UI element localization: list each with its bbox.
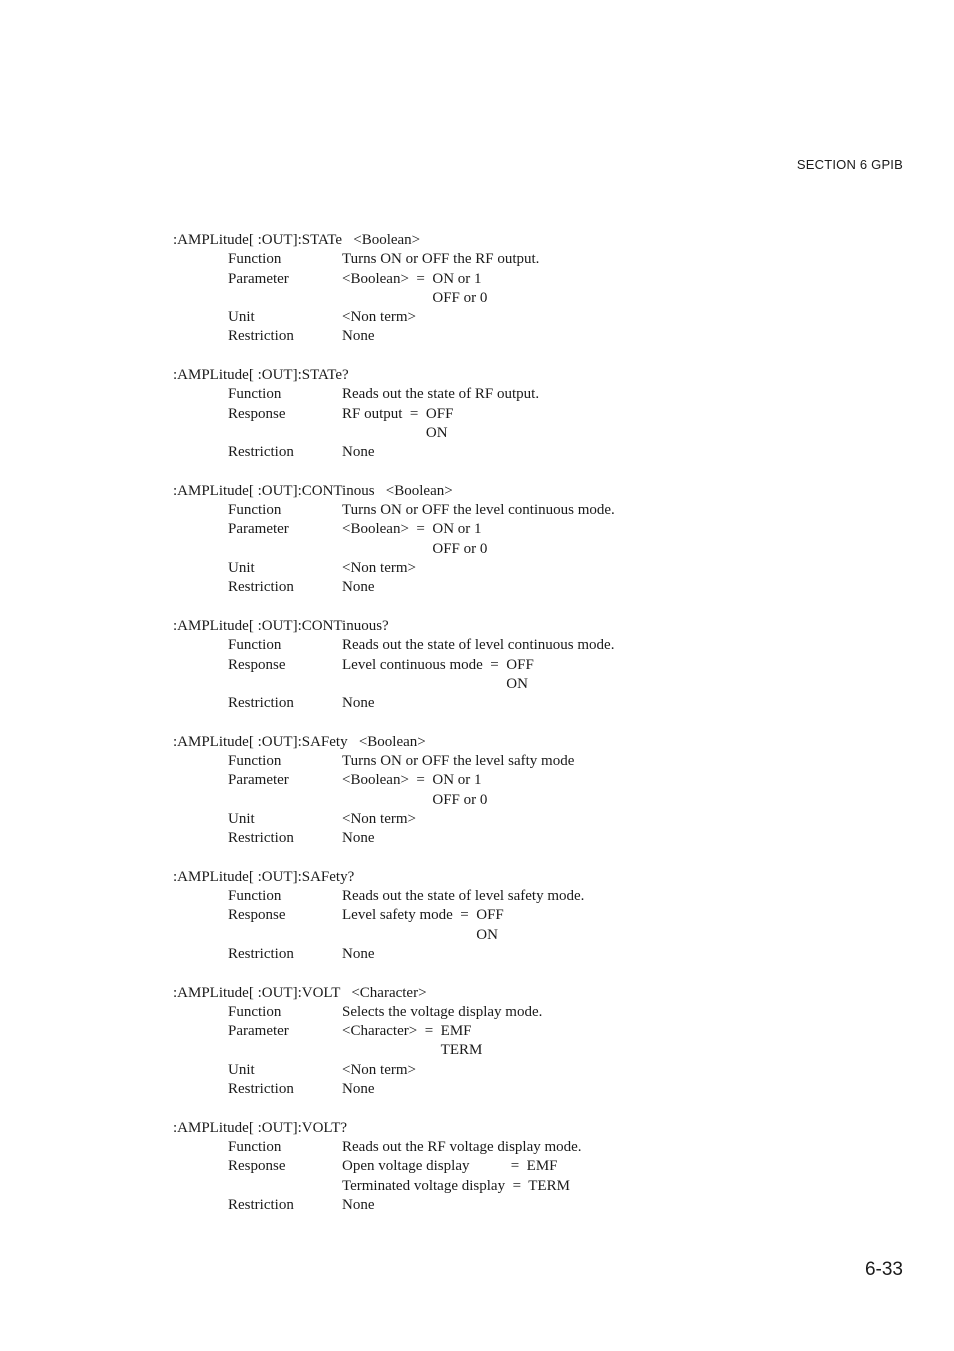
parameter-option: OFF or 0 xyxy=(432,540,488,557)
response-lhs: RF output = xyxy=(342,405,426,422)
response-option: OFF xyxy=(476,907,504,924)
response-line: Terminated voltage display = TERM xyxy=(342,1177,570,1194)
function-label: Function xyxy=(228,502,282,519)
restriction-text: None xyxy=(342,695,375,712)
restriction-label: Restriction xyxy=(228,830,294,847)
command-block xyxy=(173,617,873,713)
parameter-lhs: <Boolean> = xyxy=(342,772,433,789)
function-label: Function xyxy=(228,637,282,654)
restriction-label: Restriction xyxy=(228,1196,294,1213)
response-label: Response xyxy=(228,656,286,673)
function-label: Function xyxy=(228,251,282,268)
function-label: Function xyxy=(228,1138,282,1155)
command-block xyxy=(173,868,873,964)
unit-label: Unit xyxy=(228,810,255,827)
response-option: OFF xyxy=(506,656,534,673)
parameter-option: ON or 1 xyxy=(432,772,482,789)
function-label: Function xyxy=(228,386,282,403)
restriction-label: Restriction xyxy=(228,444,294,461)
restriction-text: None xyxy=(342,328,375,345)
function-text: Reads out the RF voltage display mode. xyxy=(342,1138,582,1155)
function-text: Turns ON or OFF the level safty mode xyxy=(342,753,575,770)
parameter-option: TERM xyxy=(440,1042,483,1059)
command-block xyxy=(173,231,873,347)
unit-text: <Non term> xyxy=(342,309,416,326)
command-title: :AMPLitude[ :OUT]:SAFety? xyxy=(173,868,355,885)
page-number: 6-33 xyxy=(864,1259,903,1280)
function-label: Function xyxy=(228,888,282,905)
response-line: Open voltage display = EMF xyxy=(342,1158,558,1175)
command-block xyxy=(173,482,873,598)
command-title: :AMPLitude[ :OUT]:SAFety <Boolean> xyxy=(173,733,426,750)
parameter-label: Parameter xyxy=(228,1023,289,1040)
function-text: Turns ON or OFF the level continuous mode. xyxy=(342,502,615,519)
restriction-text: None xyxy=(342,579,375,596)
unit-text: <Non term> xyxy=(342,1061,416,1078)
unit-text: <Non term> xyxy=(342,810,416,827)
parameter-label: Parameter xyxy=(228,772,289,789)
response-option: OFF xyxy=(425,405,454,422)
command-title: :AMPLitude[ :OUT]:STATe? xyxy=(173,367,349,384)
restriction-label: Restriction xyxy=(228,1081,294,1098)
restriction-label: Restriction xyxy=(228,695,294,712)
restriction-label: Restriction xyxy=(228,945,294,962)
unit-text: <Non term> xyxy=(342,560,416,577)
command-block xyxy=(173,984,873,1100)
command-reference xyxy=(173,231,873,1234)
restriction-label: Restriction xyxy=(228,328,294,345)
function-text: Reads out the state of RF output. xyxy=(342,386,540,403)
parameter-label: Parameter xyxy=(228,521,289,538)
unit-label: Unit xyxy=(228,560,255,577)
response-label: Response xyxy=(228,907,286,924)
restriction-text: None xyxy=(342,444,375,461)
unit-label: Unit xyxy=(228,1061,255,1078)
command-title: :AMPLitude[ :OUT]:VOLT? xyxy=(173,1119,348,1136)
command-block xyxy=(173,1119,873,1215)
function-text: Reads out the state of level continuous mode. xyxy=(342,637,615,654)
parameter-lhs: <Boolean> = xyxy=(342,521,433,538)
response-option: ON xyxy=(476,926,498,943)
parameter-option: OFF or 0 xyxy=(432,289,488,306)
response-label: Response xyxy=(228,405,286,422)
restriction-text: None xyxy=(342,945,375,962)
command-title: :AMPLitude[ :OUT]:STATe <Boolean> xyxy=(173,232,421,248)
section-header: SECTION 6 GPIB xyxy=(796,157,903,172)
function-text: Reads out the state of level safety mode. xyxy=(342,888,585,905)
parameter-option: ON or 1 xyxy=(432,270,482,287)
response-label: Response xyxy=(228,1158,286,1175)
command-title: :AMPLitude[ :OUT]:CONTinuous? xyxy=(173,617,389,634)
restriction-label: Restriction xyxy=(228,579,294,596)
function-text: Turns ON or OFF the RF output. xyxy=(342,251,540,268)
parameter-lhs: <Character> = xyxy=(342,1023,441,1040)
parameter-option: ON or 1 xyxy=(432,521,482,538)
parameter-option: OFF or 0 xyxy=(432,791,488,808)
command-block xyxy=(173,733,873,849)
command-title: :AMPLitude[ :OUT]:CONTinous <Boolean> xyxy=(173,482,453,499)
parameter-label: Parameter xyxy=(228,270,289,287)
restriction-text: None xyxy=(342,830,375,847)
response-option: ON xyxy=(425,424,448,441)
parameter-lhs: <Boolean> = xyxy=(342,270,433,287)
function-text: Selects the voltage display mode. xyxy=(342,1003,543,1020)
command-title: :AMPLitude[ :OUT]:VOLT <Character> xyxy=(173,984,427,1001)
function-label: Function xyxy=(228,1003,282,1020)
response-lhs: Level safety mode = xyxy=(342,907,477,924)
unit-label: Unit xyxy=(228,309,255,326)
response-option: ON xyxy=(506,675,528,692)
response-lhs: Level continuous mode = xyxy=(342,656,507,673)
parameter-option: EMF xyxy=(440,1023,472,1040)
command-block xyxy=(173,366,873,462)
function-label: Function xyxy=(228,753,282,770)
restriction-text: None xyxy=(342,1196,375,1213)
restriction-text: None xyxy=(342,1081,375,1098)
